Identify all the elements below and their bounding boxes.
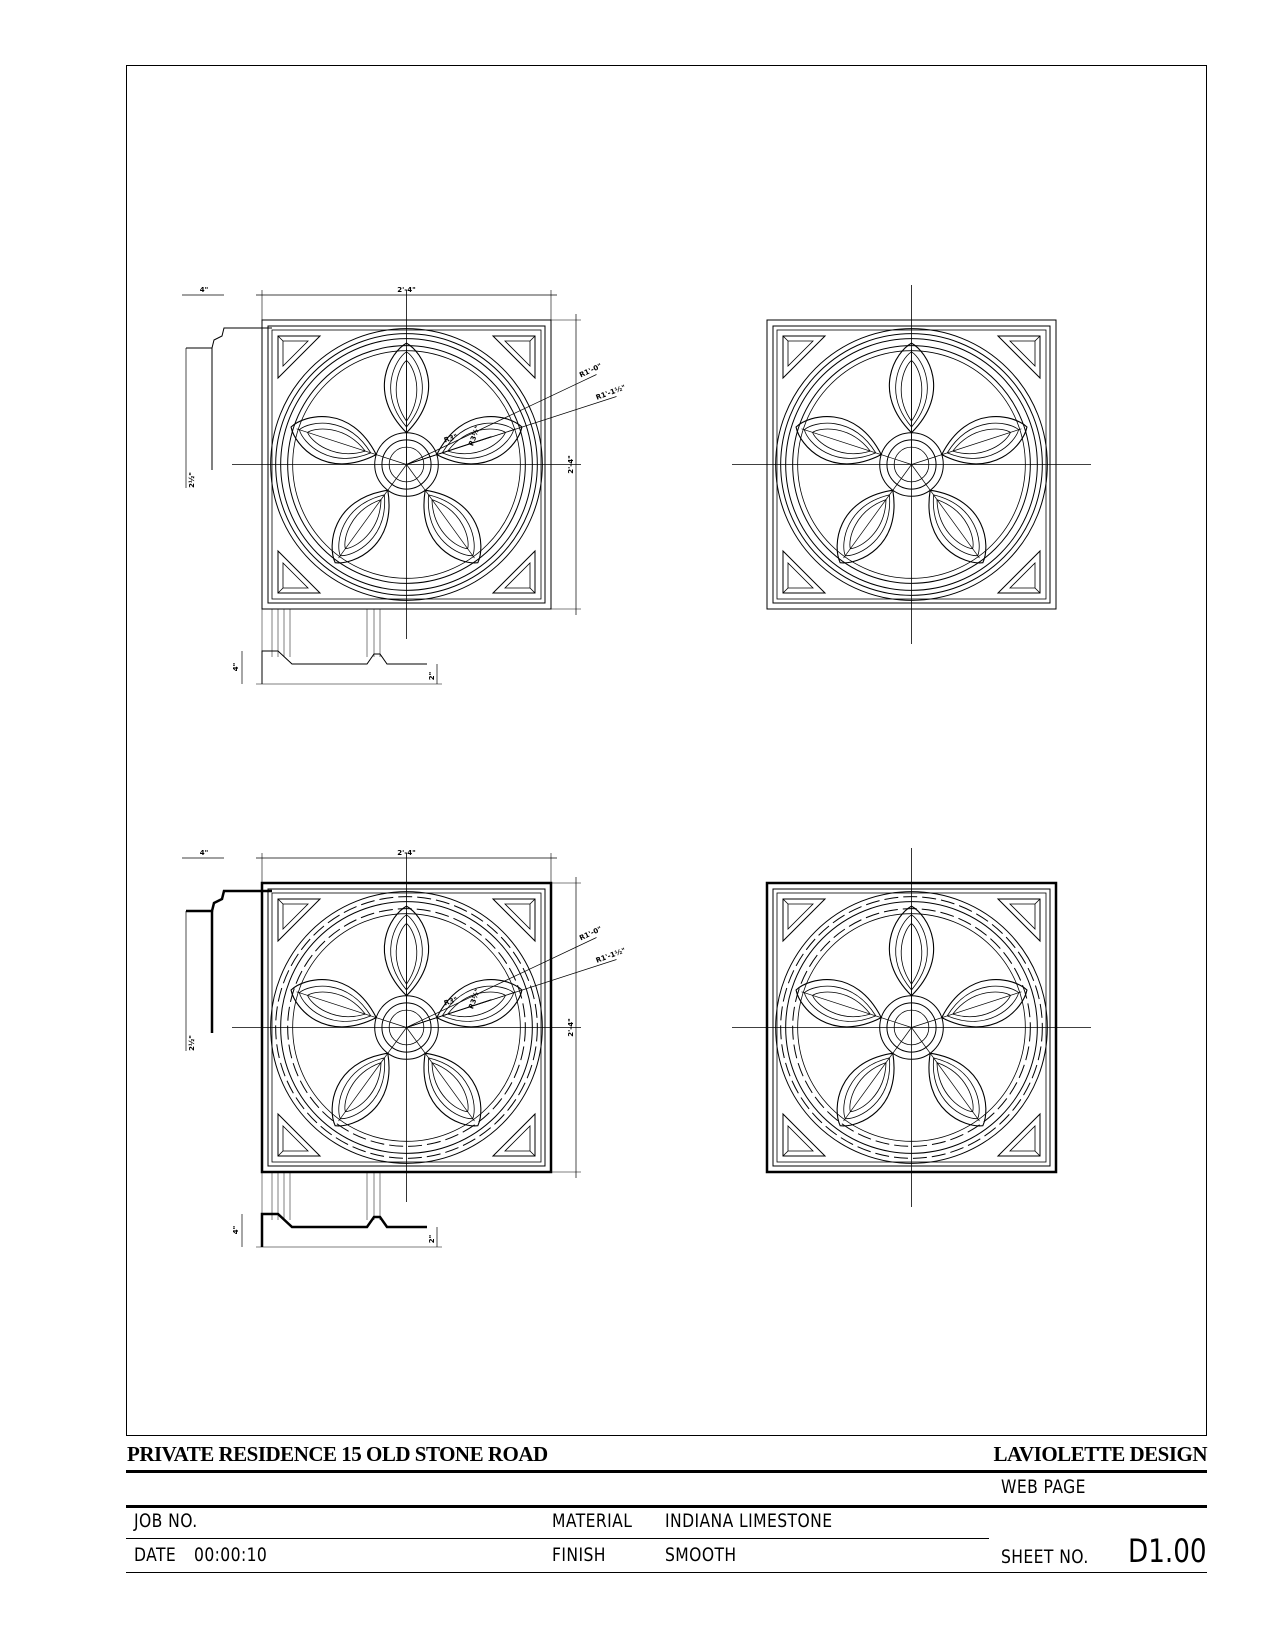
finish-label: FINISH (552, 1544, 606, 1566)
firm-name: LAVIOLETTE DESIGN (993, 1442, 1207, 1466)
base-height-label: 2" (428, 671, 436, 681)
radius-outer2-label: R1'-1½" (594, 946, 627, 965)
corner-triangle-inner (505, 1126, 530, 1151)
title-rule-2 (126, 1505, 1207, 1508)
petal-outline (796, 980, 881, 1027)
base-molding-profile (262, 651, 427, 684)
petal-outline (837, 1053, 894, 1126)
corner-triangle-inner (788, 1126, 813, 1151)
radius-leader-outer (407, 938, 597, 1028)
corner-triangle-inner (1010, 904, 1035, 929)
job-no-label: JOB NO. (134, 1510, 198, 1532)
height-dimension-label: 2'-4" (567, 455, 575, 474)
petal-outline (929, 490, 986, 563)
width-dimension-label: 2'-4" (397, 286, 416, 294)
corner-bevel (1035, 1151, 1040, 1156)
web-page-label: WEB PAGE (1001, 1476, 1086, 1498)
material-value: INDIANA LIMESTONE (665, 1510, 833, 1532)
corner-bevel (1035, 899, 1040, 904)
corner-bevel (278, 899, 283, 904)
title-row-divider (126, 1538, 989, 1539)
petal-outline (837, 490, 894, 563)
date-label: DATE (134, 1544, 177, 1566)
corner-bevel (783, 336, 788, 341)
corner-triangle-inner (505, 341, 530, 366)
height-dimension-label: 2'-4" (567, 1018, 575, 1037)
rosette-panel-top-right (732, 285, 1091, 644)
molding-depth-label: 4" (199, 849, 209, 857)
radius-small-label: R3½" (467, 424, 482, 448)
corner-triangle-inner (505, 904, 530, 929)
corner-triangle-inner (283, 563, 308, 588)
radius-outer-label: R1'-0" (578, 925, 604, 943)
side-molding-profile (186, 891, 272, 911)
corner-triangle-inner (788, 904, 813, 929)
petal-outline (942, 417, 1027, 464)
petal-outline (796, 417, 881, 464)
petal-outline (424, 1053, 481, 1126)
corner-bevel (783, 899, 788, 904)
base-height-label: 2" (428, 1234, 436, 1244)
base-depth-label: 4" (232, 662, 240, 672)
corner-bevel (278, 1151, 283, 1156)
petal-outline (942, 980, 1027, 1027)
molding-height-label: 2½" (188, 472, 196, 488)
base-depth-label: 4" (232, 1225, 240, 1235)
petal-outline (291, 417, 376, 464)
corner-bevel (278, 336, 283, 341)
corner-bevel (1035, 336, 1040, 341)
corner-triangle-inner (1010, 341, 1035, 366)
title-bottom-rule (126, 1572, 1207, 1573)
corner-triangle-inner (283, 1126, 308, 1151)
finish-value: SMOOTH (665, 1544, 737, 1566)
petal-outline (424, 490, 481, 563)
corner-bevel (530, 336, 535, 341)
title-rule (126, 1470, 1207, 1473)
date-value: 00:00:10 (194, 1544, 268, 1566)
corner-triangle-inner (505, 563, 530, 588)
petal-outline (291, 980, 376, 1027)
radius-outer2-label: R1'-1½" (594, 383, 627, 402)
molding-height-label: 2½" (188, 1035, 196, 1051)
petal-outline (929, 1053, 986, 1126)
molding-depth-label: 4" (199, 286, 209, 294)
base-molding-profile (262, 1214, 427, 1247)
radius-center-label: R3" (443, 995, 459, 1008)
radius-small-label: R3½" (467, 987, 482, 1011)
corner-triangle-inner (283, 341, 308, 366)
corner-bevel (530, 588, 535, 593)
corner-triangle-inner (788, 563, 813, 588)
corner-triangle-inner (1010, 1126, 1035, 1151)
corner-bevel (278, 588, 283, 593)
side-molding-profile (186, 328, 272, 348)
corner-bevel (530, 899, 535, 904)
corner-triangle-inner (283, 904, 308, 929)
rosette-panel-bottom-left (182, 849, 627, 1247)
corner-triangle-inner (1010, 563, 1035, 588)
corner-triangle-inner (788, 341, 813, 366)
rosette-panel-bottom-right (732, 848, 1091, 1207)
material-label: MATERIAL (552, 1510, 633, 1532)
radius-leader-outer (407, 375, 597, 465)
sheet-no-value: D1.00 (1128, 1532, 1207, 1570)
petal-outline (332, 490, 389, 563)
project-title: PRIVATE RESIDENCE 15 OLD STONE ROAD (127, 1442, 548, 1466)
sheet-no-label: SHEET NO. (1001, 1546, 1089, 1568)
corner-bevel (783, 588, 788, 593)
petal-outline (332, 1053, 389, 1126)
radius-center-label: R3" (443, 432, 459, 445)
corner-bevel (1035, 588, 1040, 593)
radius-outer-label: R1'-0" (578, 362, 604, 380)
corner-triangle (998, 899, 1040, 941)
width-dimension-label: 2'-4" (397, 849, 416, 857)
corner-bevel (530, 1151, 535, 1156)
corner-bevel (783, 1151, 788, 1156)
corner-triangle (493, 899, 535, 941)
rosette-panel-top-left (182, 286, 627, 684)
